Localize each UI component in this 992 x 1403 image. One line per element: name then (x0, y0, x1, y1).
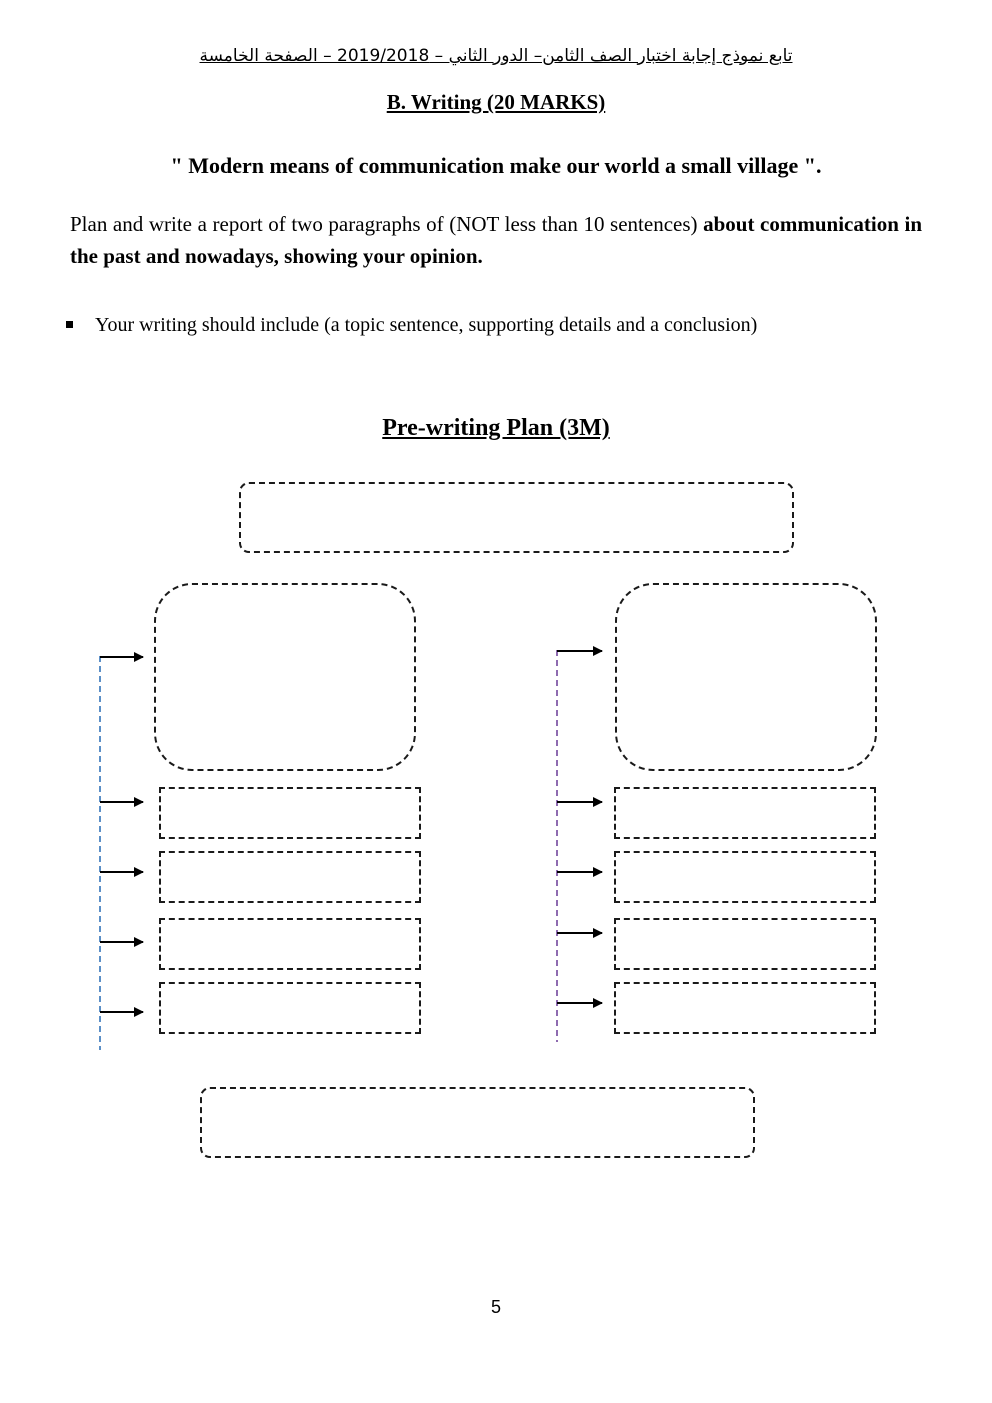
writing-prompt-quote: " Modern means of communication make our world a small village ". (170, 153, 822, 178)
instruction-plain-text: Plan and write a report of two paragraphs of (NOT less than 10 sentences) (70, 212, 704, 236)
instruction-bold-text: about communication in the past and nowadays, showing your opinion. (70, 212, 922, 268)
pre-writing-plan-title: Pre-writing Plan (3M) (382, 415, 610, 441)
bullet-text: Your writing should include (a topic sentence, supporting details and a conclusion) (95, 314, 758, 336)
page-number: 5 (490, 1297, 501, 1317)
page-header-arabic: تابع نموذج إجابة اختبار الصف الثامن– الدور الثاني – 2019/2018 – الصفحة الخامسة (199, 46, 793, 66)
section-title: B. Writing (20 MARKS) (386, 90, 606, 114)
